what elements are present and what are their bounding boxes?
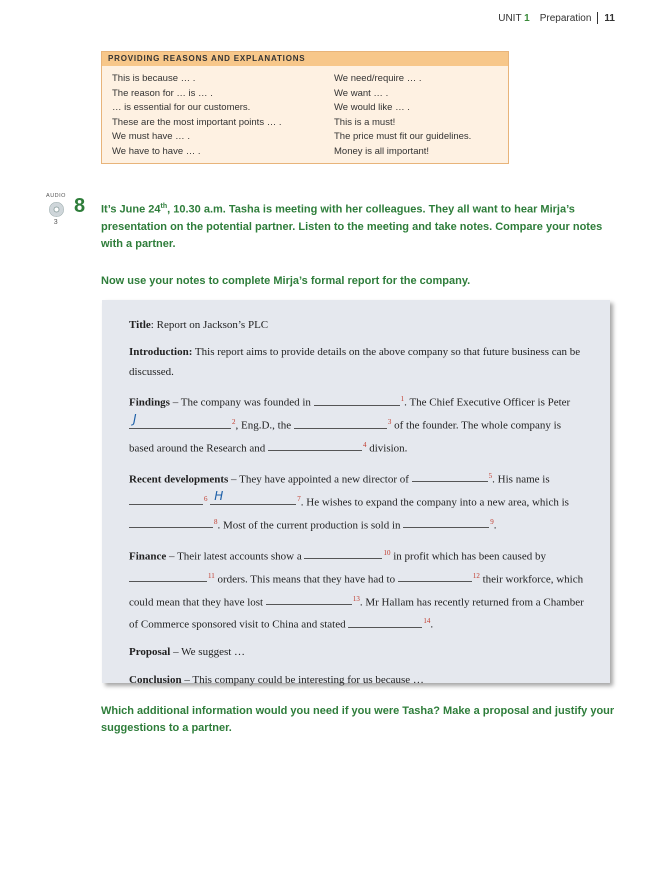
exercise-number: 8 (74, 195, 86, 217)
phrase-item: Money is all important! (334, 145, 430, 157)
reasons-left-column (112, 72, 334, 160)
blank-2[interactable] (129, 412, 231, 429)
reasons-right-column (334, 72, 504, 160)
blank-4[interactable] (268, 437, 362, 451)
section-title: Preparation (539, 12, 592, 24)
report-introduction: Introduction: This report aims to provide details on the above company so that future business can be discussed. (129, 346, 581, 378)
reasons-box-title: PROVIDING REASONS AND EXPLANATIONS (102, 52, 508, 66)
blank-5[interactable] (412, 468, 488, 482)
report-conclusion: Conclusion – This company could be interesting for us because … (129, 673, 424, 686)
blank-13[interactable] (266, 591, 352, 605)
phrase-item: We would like … . (334, 102, 410, 114)
report-card (102, 300, 610, 686)
blank-10[interactable] (304, 545, 382, 559)
phrase-item: This is because … . (112, 73, 196, 84)
audio-label: AUDIO (46, 193, 66, 199)
exercise-instruction-2: Now use your notes to complete Mirja’s formal report for the company. (101, 275, 471, 287)
blank-8[interactable] (129, 514, 213, 528)
report-findings: Findings – The company was founded in $^1$. The Chief Executive Officer is Peter J $^2$, Eng.D., the $^3$ of the founder. The whole company is based around the Research and $^4$ division. (129, 390, 584, 459)
audio-badge[interactable] (44, 193, 68, 226)
phrase-item: The reason for … is … . (112, 87, 213, 99)
report-proposal: Proposal – We suggest … (129, 646, 246, 659)
page-header (498, 12, 615, 24)
page-number: 11 (604, 12, 615, 24)
audio-track-number: 3 (53, 219, 59, 226)
phrase-item: We must have … . (112, 131, 190, 143)
report-finance: Finance – Their latest accounts show a $^{10}$ in profit which has been caused by $^{11}$ orders. This means that they have had to $^{12}$ their workforce, which could mean that they have lost $^{13}$. Mr Hallam has recently returned from a Chamber of Commerce sponsored visit to China and stated $^{14}$. (129, 544, 584, 636)
blank-3[interactable] (294, 415, 387, 429)
phrase-item: We need/require … . (334, 73, 422, 84)
reasons-box (101, 51, 509, 164)
phrase-item: We have to have … . (112, 145, 201, 157)
blank-14[interactable] (348, 614, 422, 628)
exercise-instruction: It’s June 24th, 10.30 a.m. Tasha is meeting with her colleagues. They all want to hear Mirja’s presentation on the potential partner. Listen to the meeting and take notes. Compare your notes with a partner. (101, 203, 603, 250)
blank-1[interactable] (314, 392, 400, 406)
handwritten-answer: J (133, 412, 137, 427)
phrase-item: … is essential for our customers. (112, 102, 251, 114)
blank-11[interactable] (129, 568, 207, 582)
exercise-instruction-3: Which additional information would you need if you were Tasha? Make a proposal and justify your suggestions to a partner. (101, 705, 615, 734)
handwritten-answer: H (214, 489, 224, 504)
phrase-item: These are the most important points … . (112, 116, 282, 128)
cd-icon (49, 202, 64, 217)
report-title: Title: Report on Jackson’s PLC (129, 319, 269, 331)
header-divider (597, 12, 598, 24)
blank-12[interactable] (398, 568, 472, 582)
report-recent-developments: Recent developments – They have appointed a new director of $^5$. His name is $^6$ H $^7$. He wishes to expand the company into a new area, which is $^8$. Most of the current production is sold in $^9$. (129, 467, 584, 536)
phrase-item: The price must fit our guidelines. (334, 131, 472, 143)
phrase-item: We want … . (334, 87, 389, 99)
blank-9[interactable] (403, 514, 489, 528)
phrase-item: This is a must! (334, 116, 396, 128)
blank-6[interactable] (129, 491, 203, 505)
blank-7[interactable] (210, 491, 296, 505)
unit-label: UNIT 1 (498, 12, 530, 24)
